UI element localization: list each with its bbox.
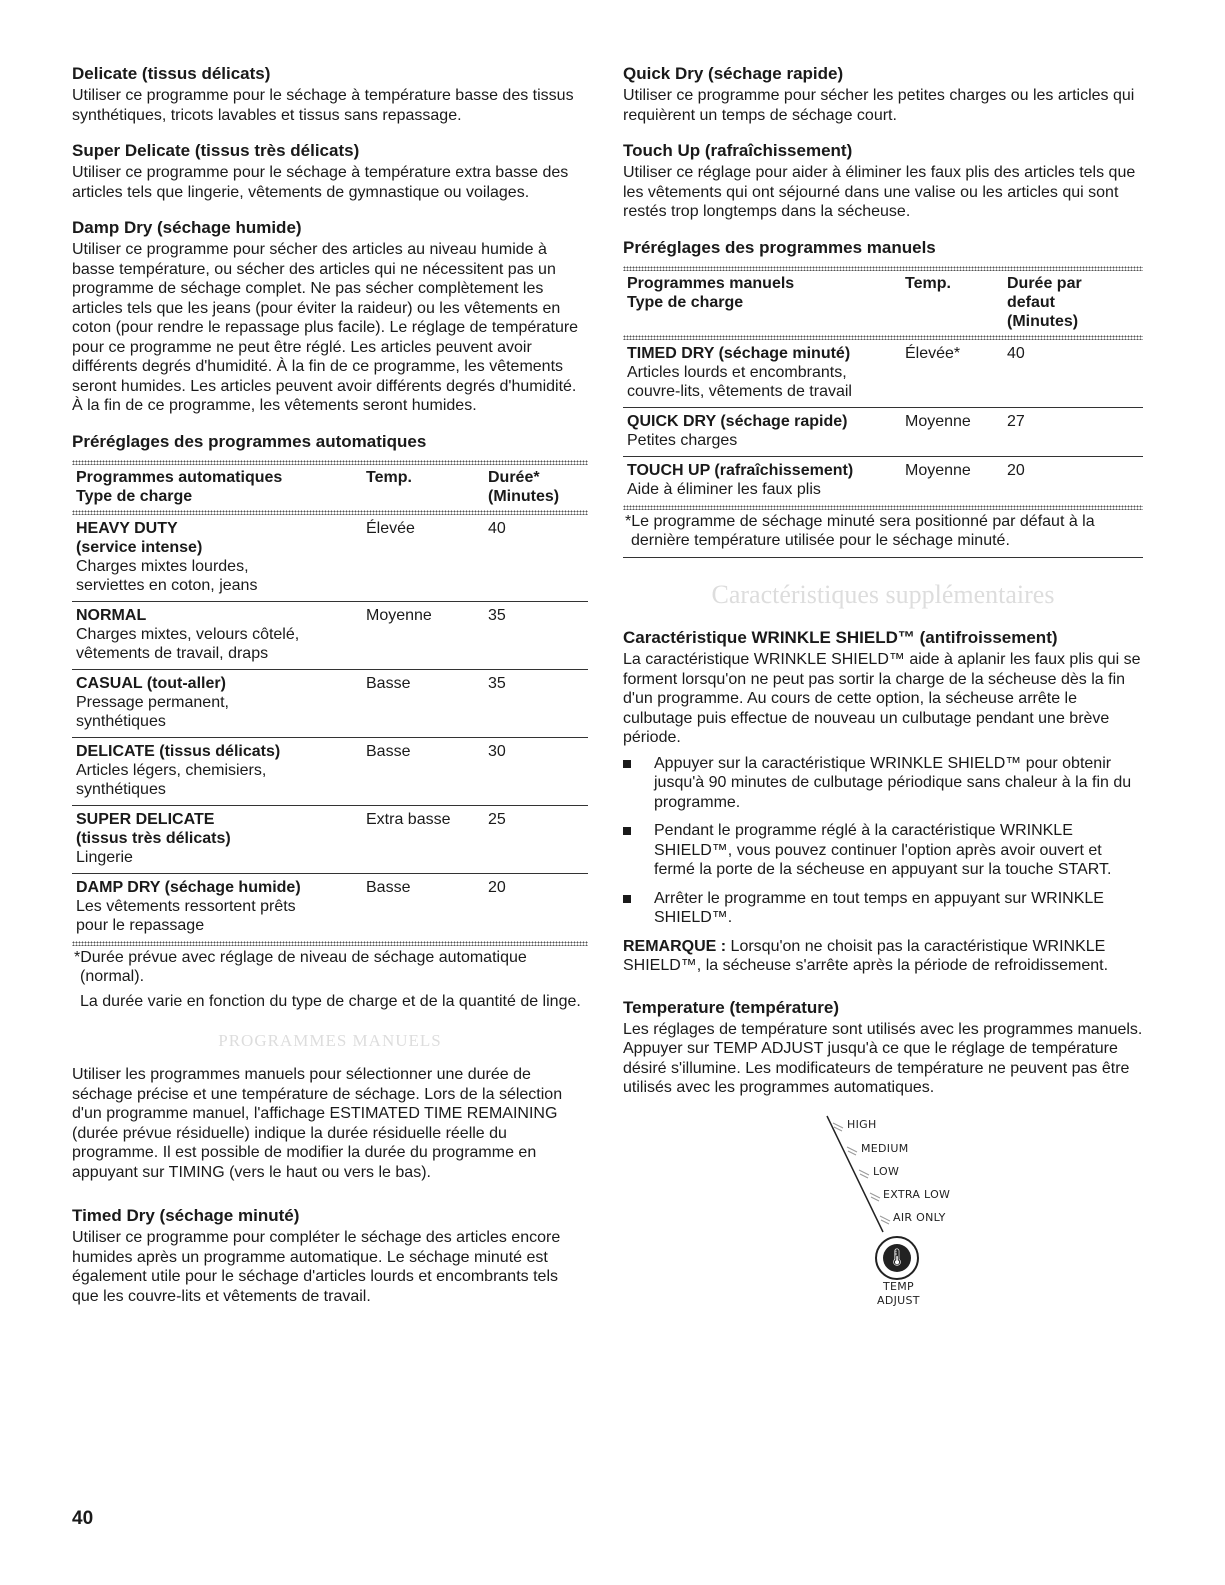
note — [623, 937, 1143, 976]
program-name: SUPER DELICATE — [76, 810, 215, 828]
duration-cell: 27 — [1007, 412, 1025, 430]
load-type: Lingerie — [76, 848, 133, 866]
load-type: Aide à éliminer les faux plis — [627, 480, 821, 498]
temp-cell: Moyenne — [905, 412, 971, 430]
section-title: Damp Dry (séchage humide) — [72, 218, 302, 237]
load-type-cont: pour le repassage — [76, 916, 205, 934]
load-type-cont: vêtements de travail, draps — [76, 644, 269, 662]
load-type: Petites charges — [627, 431, 738, 449]
table-body — [72, 515, 588, 941]
section-title: Delicate (tissus délicats) — [72, 64, 271, 83]
temp-cell: Basse — [366, 674, 411, 692]
program-name-sub: (tissus très délicats) — [76, 829, 231, 847]
header-duration: Durée* — [488, 468, 540, 486]
program-cell — [627, 344, 905, 401]
header-temp: Temp. — [366, 468, 412, 486]
program-name: DAMP DRY (séchage humide) — [76, 878, 301, 896]
program-cell — [627, 412, 905, 450]
program-cell — [76, 606, 366, 663]
section-body: Utiliser ce programme pour compléter le séchage des articles encore humides après un programme automatique. Le séchage minuté est également utile pour le séchage d'articles lourds et encombrants tels que les couvre-lits et vêtements de travail. — [72, 1229, 561, 1305]
level-extra-low: EXTRA LOW — [883, 1187, 951, 1201]
load-type: Charges mixtes, velours côtelé, — [76, 625, 300, 643]
temp-levels-lines — [823, 1114, 1023, 1244]
header-temp: Temp. — [905, 274, 951, 292]
bullet-item: Appuyer sur la caractéristique WRINKLE SHIELD™ pour obtenir jusqu'à 90 minutes de culbutage périodique sans chaleur à la fin du programme. — [623, 754, 1143, 813]
table-title: Préréglages des programmes manuels — [623, 237, 936, 257]
section-body: Les réglages de température sont utilisés avec les programmes manuels. Appuyer sur TEMP ADJUST jusqu'à ce que le réglage de température désiré s'illumine. Les modificateurs de température ne peuvent pas être utilisés avec les programmes automatiques. — [623, 1020, 1143, 1096]
table-row — [72, 670, 588, 738]
section-quick-dry — [623, 64, 1143, 125]
temp-adjust-illustration — [823, 1114, 1023, 1307]
additional-features-heading: Caractéristiques supplémentaires — [711, 580, 1055, 609]
note-label: REMARQUE : — [623, 937, 727, 955]
divider — [623, 557, 1143, 559]
level-air-only: AIR ONLY — [893, 1210, 946, 1224]
header-duration: Durée par — [1007, 274, 1082, 292]
program-name: DELICATE (tissus délicats) — [76, 742, 281, 760]
table-row — [72, 602, 588, 670]
temp-cell: Basse — [366, 742, 411, 760]
section-title: Quick Dry (séchage rapide) — [623, 64, 844, 83]
left-column — [72, 64, 588, 1322]
temp-cell: Basse — [366, 878, 411, 896]
load-type: Pressage permanent, — [76, 693, 229, 711]
load-type-cont: synthétiques — [76, 712, 166, 730]
header-load-type: Type de charge — [627, 293, 744, 311]
table-footnote-2: La durée varie en fonction du type de charge et de la quantité de linge. — [80, 992, 581, 1010]
table-row — [623, 457, 1143, 505]
section-manual-intro — [72, 1065, 588, 1182]
program-cell — [76, 519, 366, 595]
section-title: Temperature (température) — [623, 997, 840, 1017]
dotted-rule — [72, 941, 588, 946]
manual-presets-table — [623, 238, 1143, 559]
table-row — [72, 806, 588, 874]
button-label-adjust: ADJUST — [877, 1293, 920, 1307]
section-title: Touch Up (rafraîchissement) — [623, 141, 853, 160]
header-load-type: Type de charge — [76, 487, 193, 505]
header-minutes: (Minutes) — [1007, 312, 1079, 330]
program-name: CASUAL (tout-aller) — [76, 674, 226, 692]
bullet-list — [623, 754, 1143, 928]
duration-cell: 40 — [488, 519, 506, 537]
load-type: Charges mixtes lourdes, — [76, 557, 249, 575]
duration-cell: 35 — [488, 674, 506, 692]
table-footnote: *Durée prévue avec réglage de niveau de séchage automatique (normal). — [74, 948, 527, 985]
auto-presets-table — [72, 432, 588, 1012]
load-type-cont: couvre-lits, vêtements de travail — [627, 382, 852, 400]
table-title: Préréglages des programmes automatiques — [72, 431, 427, 451]
section-timed-dry — [72, 1206, 588, 1306]
program-name: TOUCH UP (rafraîchissement) — [627, 461, 854, 479]
table-row — [623, 408, 1143, 457]
program-cell — [627, 461, 905, 499]
section-body: Utiliser ce programme pour le séchage à température basse des tissus synthétiques, tricots lavables et tissus sans repassage. — [72, 87, 574, 124]
temp-cell: Extra basse — [366, 810, 451, 828]
section-touch-up — [623, 141, 1143, 222]
note-text: Lorsqu'on ne choisit pas la caractéristique WRINKLE SHIELD™, la sécheuse s'arrête après la période de refroidissement. — [623, 937, 1109, 974]
section-body: Utiliser ce réglage pour aider à éliminer les faux plis des articles tels que les vêtements qui ont séjourné dans une valise ou les articles qui sont restés trop longtemps dans la sécheuse. — [623, 164, 1136, 220]
thermometer-icon: 🌡 — [883, 1244, 911, 1272]
section-body: Utiliser ce programme pour le séchage à température extra basse des articles tels que lingerie, vêtements de gymnastique ou voilages. — [72, 164, 569, 201]
section-super-delicate — [72, 141, 588, 202]
duration-cell: 40 — [1007, 344, 1025, 362]
program-name: TIMED DRY (séchage minuté) — [627, 344, 851, 362]
button-label-temp: TEMP — [883, 1279, 914, 1293]
bullet-item: Arrêter le programme en tout temps en appuyant sur WRINKLE SHIELD™. — [623, 889, 1143, 928]
program-name: HEAVY DUTY — [76, 519, 178, 537]
section-body: Utiliser ce programme pour sécher les petites charges ou les articles qui requièrent un temps de séchage court. — [623, 87, 1135, 124]
section-title: Caractéristique WRINKLE SHIELD™ (antifroissement) — [623, 628, 1058, 647]
section-delicate — [72, 64, 588, 125]
duration-cell: 20 — [488, 878, 506, 896]
section-body: Utiliser ce programme pour sécher des articles au niveau humide à basse température, ou sécher des articles qui ne nécessitent pas un programme de séchage complet. Ne pas sécher complètement les articles tels que les jeans (pour éviter la raideur) ou les vêtements en coton (pour rendre le repassage plus facile). Le réglage de température pour ce programme ne peut être réglé. Les articles peuvent avoir différents degrés d'humidité. À la fin de ce programme, les vêtements seront humides. Les articles peuvent avoir différents degrés d'humidité. À la fin de ce programme, les vêtements seront humides. — [72, 241, 579, 414]
temp-adjust-button[interactable] — [875, 1236, 919, 1280]
duration-cell: 30 — [488, 742, 506, 760]
temp-cell: Élevée — [366, 519, 415, 537]
load-type: Articles légers, chemisiers, — [76, 761, 267, 779]
header-programs: Programmes manuels — [627, 274, 795, 292]
header-minutes: (Minutes) — [488, 487, 560, 505]
manual-programs-heading: PROGRAMMES MANUELS — [218, 1031, 442, 1050]
load-type-cont: serviettes en coton, jeans — [76, 576, 258, 594]
temp-cell: Moyenne — [905, 461, 971, 479]
load-type-cont: synthétiques — [76, 780, 166, 798]
bullet-item: Pendant le programme réglé à la caractéristique WRINKLE SHIELD™, vous pouvez continuer l'option après avoir ouvert et fermé la porte de la sécheuse en appuyant sur la touche START. — [623, 821, 1143, 880]
level-high: HIGH — [847, 1117, 877, 1131]
duration-cell: 25 — [488, 810, 506, 828]
section-damp-dry — [72, 218, 588, 416]
table-footnote: *Le programme de séchage minuté sera positionné par défaut à la dernière température utilisée pour le séchage minuté. — [625, 512, 1095, 549]
table-row — [72, 874, 588, 941]
table-row — [72, 738, 588, 806]
table-row — [72, 515, 588, 602]
program-cell — [76, 742, 366, 799]
level-medium: MEDIUM — [861, 1141, 909, 1155]
program-cell — [76, 878, 366, 935]
duration-cell: 20 — [1007, 461, 1025, 479]
program-name: QUICK DRY (séchage rapide) — [627, 412, 848, 430]
section-body: Utiliser les programmes manuels pour sélectionner une durée de séchage précise et une température de séchage. Lors de la sélection d'un programme manuel, l'affichage ESTIMATED TIME REMAINING (durée prévue résiduelle) indique la durée résiduelle réelle du programme. Il est possible de modifier la durée du programme en appuyant sur TIMING (vers le haut ou vers le bas). — [72, 1066, 563, 1181]
temp-cell: Moyenne — [366, 606, 432, 624]
section-wrinkle-shield — [623, 628, 1143, 976]
header-default: defaut — [1007, 293, 1055, 311]
table-header — [623, 271, 1143, 335]
section-title: Timed Dry (séchage minuté) — [72, 1206, 300, 1225]
section-body: La caractéristique WRINKLE SHIELD™ aide à aplanir les faux plis qui se forment lorsqu'on ne peut pas sortir la charge de la sécheuse dès la fin d'un programme. Au cours de cette option, la sécheuse arrête le culbutage puis effectue de nouveau un culbutage pendant une brève période. — [623, 651, 1141, 746]
temp-cell: Élevée* — [905, 344, 961, 362]
load-type: Articles lourds et encombrants, — [627, 363, 847, 381]
header-programs: Programmes automatiques — [76, 468, 283, 486]
section-title: Super Delicate (tissus très délicats) — [72, 141, 360, 160]
duration-cell: 35 — [488, 606, 506, 624]
dotted-rule — [623, 505, 1143, 510]
program-cell — [76, 674, 366, 731]
table-header — [72, 465, 588, 510]
section-temperature — [623, 998, 1143, 1098]
page-number: 40 — [72, 1508, 94, 1529]
right-column — [623, 64, 1143, 1307]
table-body — [623, 340, 1143, 505]
program-name-sub: (service intense) — [76, 538, 203, 556]
level-low: LOW — [873, 1164, 900, 1178]
load-type: Les vêtements ressortent prêts — [76, 897, 296, 915]
program-cell — [76, 810, 366, 867]
table-row — [623, 340, 1143, 408]
program-name: NORMAL — [76, 606, 147, 624]
